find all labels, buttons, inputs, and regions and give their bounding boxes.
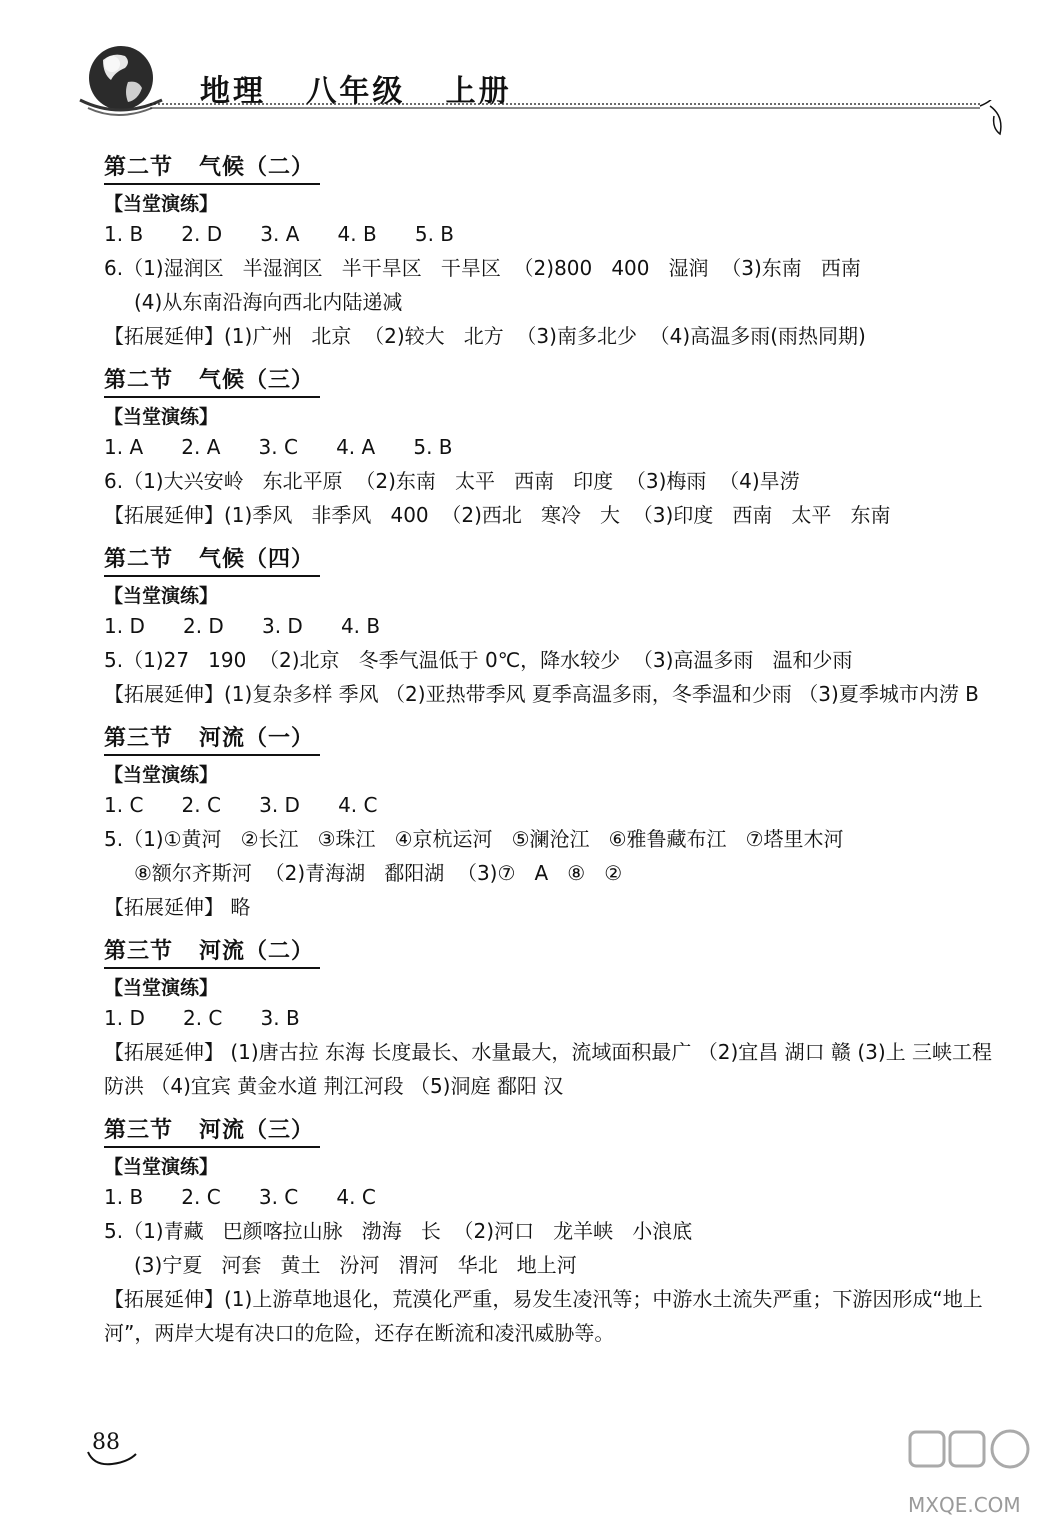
practice-label: 【当堂演练】 — [104, 585, 219, 607]
extension-line: 【拓展延伸】 (1)唐古拉 东海 长度最长、水量最大，流域面积最广 （2)宜昌 湖口 赣 (3)上 三峡工程 防洪 （4)宜宾 黄金水道 荆江河段 （5)洞庭 鄱阳 汉 — [104, 1040, 993, 1098]
header-divider — [150, 100, 1020, 140]
section-title: 第三节 河流（二） — [104, 934, 320, 969]
answer-line: 5.（1)①黄河 ②长江 ③珠江 ④京杭运河 ⑤澜沧江 ⑥雅鲁藏布江 ⑦塔里木河 — [104, 827, 844, 851]
answer-line: 1. A 2. A 3. C 4. A 5. B — [104, 435, 453, 459]
practice-label: 【当堂演练】 — [104, 406, 219, 428]
section-rivers-3 — [104, 1103, 1004, 1350]
answer-line: 1. D 2. D 3. D 4. B — [104, 614, 381, 638]
section-title: 第三节 河流（三） — [104, 1113, 320, 1148]
section-title: 第三节 河流（一） — [104, 721, 320, 756]
book-title: 地理 八年级 上册 — [200, 74, 512, 109]
answer-line: 5.（1)27 190 （2)北京 冬季气温低于 0℃，降水较少 （3)高温多雨 温和少雨 — [104, 648, 853, 672]
section-climate-2 — [104, 140, 1004, 353]
answer-line: ⑧额尔齐斯河 （2)青海湖 鄱阳湖 （3)⑦ A ⑧ ② — [134, 861, 623, 885]
extension-line: 【拓展延伸】(1)复杂多样 季风 （2)亚热带季风 夏季高温多雨，冬季温和少雨 （3)夏季城市内涝 B — [104, 682, 979, 706]
answer-line: 1. B 2. C 3. C 4. C — [104, 1185, 376, 1209]
answer-line: (3)宁夏 河套 黄土 汾河 渭河 华北 地上河 — [134, 1253, 577, 1277]
extension-line: 【拓展延伸】(1)季风 非季风 400 （2)西北 寒冷 大 （3)印度 西南 太平 东南 — [104, 503, 891, 527]
watermark-logo — [850, 1418, 1040, 1528]
practice-label: 【当堂演练】 — [104, 193, 219, 215]
section-title: 第二节 气候（四） — [104, 542, 320, 577]
answer-line: 6.（1)湿润区 半湿润区 半干旱区 干旱区 （2)800 400 湿润 （3)东南 西南 — [104, 256, 861, 280]
section-rivers-1 — [104, 711, 1004, 924]
page-number — [84, 1428, 140, 1468]
extension-line: 【拓展延伸】 略 — [104, 895, 251, 919]
section-title: 第二节 气候（三） — [104, 363, 320, 398]
answer-line: 1. B 2. D 3. A 4. B 5. B — [104, 222, 455, 246]
practice-label: 【当堂演练】 — [104, 1156, 219, 1178]
extension-line: 【拓展延伸】(1)上游草地退化，荒漠化严重，易发生凌汛等；中游水土流失严重；下游因形成“地上河”，两岸大堤有决口的危险，还存在断流和凌汛威胁等。 — [104, 1287, 983, 1345]
answer-line: 1. C 2. C 3. D 4. C — [104, 793, 378, 817]
answer-line: 1. D 2. C 3. B — [104, 1006, 300, 1030]
answer-line: 6.（1)大兴安岭 东北平原 （2)东南 太平 西南 印度 （3)梅雨 （4)旱涝 — [104, 469, 800, 493]
practice-label: 【当堂演练】 — [104, 977, 219, 999]
section-climate-3 — [104, 353, 1004, 532]
answer-content — [104, 140, 1004, 1350]
page-number-text: 88 — [92, 1430, 120, 1455]
answer-line: (4)从东南沿海向西北内陆递减 — [134, 290, 403, 314]
section-climate-4 — [104, 532, 1004, 711]
watermark-text: MXQE.COM — [908, 1493, 1021, 1517]
extension-line: 【拓展延伸】(1)广州 北京 （2)较大 北方 （3)南多北少 （4)高温多雨(雨热同期) — [104, 324, 866, 348]
practice-label: 【当堂演练】 — [104, 764, 219, 786]
section-rivers-2 — [104, 924, 1004, 1103]
page-header — [0, 0, 1057, 150]
section-title: 第二节 气候（二） — [104, 150, 320, 185]
answer-line: 5.（1)青藏 巴颜喀拉山脉 渤海 长 （2)河口 龙羊峡 小浪底 — [104, 1219, 693, 1243]
